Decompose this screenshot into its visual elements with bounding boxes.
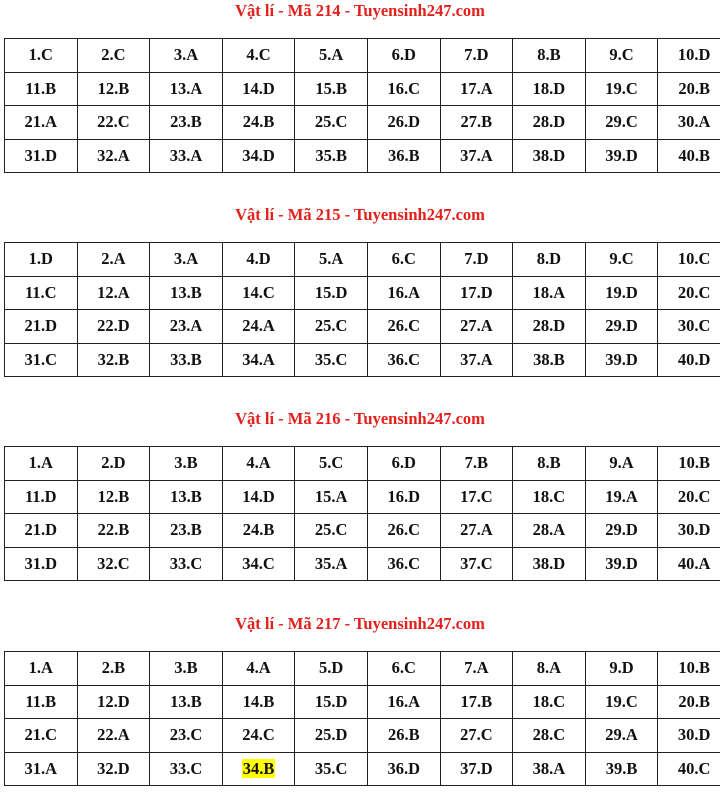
- answer-cell: 25.C: [295, 310, 368, 344]
- answer-cell: 11.B: [5, 72, 78, 106]
- answer-cell: 17.B: [440, 685, 513, 719]
- answer-cell: 12.D: [77, 685, 150, 719]
- answer-cell: 36.C: [367, 547, 440, 581]
- answer-cell: 29.D: [585, 310, 658, 344]
- answer-cell: 18.C: [513, 480, 586, 514]
- answer-cell: 14.D: [222, 72, 295, 106]
- answer-cell: 36.B: [367, 139, 440, 173]
- answer-cell: 25.C: [295, 106, 368, 140]
- answer-cell: 3.B: [150, 652, 223, 686]
- answer-cell: 15.B: [295, 72, 368, 106]
- table-row: [5, 514, 720, 548]
- answer-cell: 17.C: [440, 480, 513, 514]
- answer-cell: 6.C: [367, 243, 440, 277]
- answer-cell: 31.C: [5, 343, 78, 377]
- answer-cell: 23.A: [150, 310, 223, 344]
- answer-cell: 35.A: [295, 547, 368, 581]
- answer-cell: 19.C: [585, 72, 658, 106]
- answer-cell: 36.C: [367, 343, 440, 377]
- answer-cell: 27.A: [440, 310, 513, 344]
- answer-cell: 9.D: [585, 652, 658, 686]
- answer-cell: 30.D: [658, 719, 720, 753]
- answer-cell: 16.A: [367, 685, 440, 719]
- answer-table: [4, 651, 720, 786]
- table-row: [5, 72, 720, 106]
- answer-cell: 22.A: [77, 719, 150, 753]
- table-row: [5, 310, 720, 344]
- answer-cell: 18.C: [513, 685, 586, 719]
- answer-cell: 37.D: [440, 752, 513, 786]
- answer-cell: 21.A: [5, 106, 78, 140]
- answer-cell: 10.B: [658, 447, 720, 481]
- answer-cell: 40.A: [658, 547, 720, 581]
- answer-cell: 33.C: [150, 752, 223, 786]
- answer-cell: 18.D: [513, 72, 586, 106]
- answer-cell: 17.D: [440, 276, 513, 310]
- answer-cell: 12.A: [77, 276, 150, 310]
- answer-cell: 21.D: [5, 514, 78, 548]
- answer-cell: 19.C: [585, 685, 658, 719]
- answer-cell: 29.D: [585, 514, 658, 548]
- answer-cell: 32.B: [77, 343, 150, 377]
- table-row: [5, 480, 720, 514]
- answer-cell: 5.A: [295, 39, 368, 73]
- answer-cell: 37.A: [440, 139, 513, 173]
- answer-cell: 16.C: [367, 72, 440, 106]
- answer-cell: 6.D: [367, 39, 440, 73]
- answer-cell: 28.D: [513, 106, 586, 140]
- answer-section-3: [0, 408, 720, 573]
- answer-cell: 32.D: [77, 752, 150, 786]
- table-row: [5, 106, 720, 140]
- answer-cell: 1.A: [5, 447, 78, 481]
- answer-cell: 31.A: [5, 752, 78, 786]
- answer-cell: 22.B: [77, 514, 150, 548]
- answer-cell: 34.D: [222, 139, 295, 173]
- answer-cell: 24.C: [222, 719, 295, 753]
- answer-cell: 39.D: [585, 343, 658, 377]
- answer-cell: 40.D: [658, 343, 720, 377]
- table-row: [5, 685, 720, 719]
- answer-cell: 21.C: [5, 719, 78, 753]
- answer-cell: 6.D: [367, 447, 440, 481]
- answer-section-1: [0, 0, 720, 165]
- table-row: [5, 39, 720, 73]
- answer-cell: 30.A: [658, 106, 720, 140]
- answer-cell: 36.D: [367, 752, 440, 786]
- section-title: Vật lí - Mã 216 - Tuyensinh247.com: [235, 409, 485, 428]
- answer-cell: 26.D: [367, 106, 440, 140]
- answer-cell: 30.D: [658, 514, 720, 548]
- answer-cell: 28.C: [513, 719, 586, 753]
- answer-cell: 24.B: [222, 106, 295, 140]
- answer-cell: 23.B: [150, 514, 223, 548]
- answer-cell: 25.D: [295, 719, 368, 753]
- answer-cell: 28.D: [513, 310, 586, 344]
- answer-cell: 7.A: [440, 652, 513, 686]
- answer-cell: 24.A: [222, 310, 295, 344]
- answer-cell: 35.B: [295, 139, 368, 173]
- answer-cell: 38.A: [513, 752, 586, 786]
- answer-cell: 26.C: [367, 514, 440, 548]
- table-row: [5, 139, 720, 173]
- answer-cell: 11.B: [5, 685, 78, 719]
- answer-cell: 16.D: [367, 480, 440, 514]
- answer-cell: 8.A: [513, 652, 586, 686]
- answer-cell: 14.D: [222, 480, 295, 514]
- answer-cell: 9.C: [585, 243, 658, 277]
- answer-cell: 37.C: [440, 547, 513, 581]
- answer-cell: 31.D: [5, 139, 78, 173]
- answer-cell: 14.B: [222, 685, 295, 719]
- answer-cell: 4.A: [222, 447, 295, 481]
- answer-cell: 37.A: [440, 343, 513, 377]
- answer-cell: 7.D: [440, 243, 513, 277]
- answer-cell: 16.A: [367, 276, 440, 310]
- answer-cell: 6.C: [367, 652, 440, 686]
- answer-cell: 4.C: [222, 39, 295, 73]
- answer-cell: 20.C: [658, 480, 720, 514]
- answer-cell: 27.A: [440, 514, 513, 548]
- answer-cell: 5.A: [295, 243, 368, 277]
- answer-cell: 7.B: [440, 447, 513, 481]
- answer-cell: 2.C: [77, 39, 150, 73]
- answer-cell: 39.D: [585, 139, 658, 173]
- answer-cell: 30.C: [658, 310, 720, 344]
- answer-cell: 10.D: [658, 39, 720, 73]
- answer-cell: 5.C: [295, 447, 368, 481]
- answer-cell: 22.C: [77, 106, 150, 140]
- answer-table: [4, 446, 720, 581]
- answer-cell: 12.B: [77, 72, 150, 106]
- answer-cell: 17.A: [440, 72, 513, 106]
- answer-cell: 24.B: [222, 514, 295, 548]
- answer-cell: 13.B: [150, 480, 223, 514]
- section-title: Vật lí - Mã 217 - Tuyensinh247.com: [235, 614, 485, 633]
- answer-table: [4, 38, 720, 173]
- answer-cell: 13.B: [150, 276, 223, 310]
- answer-cell: 8.D: [513, 243, 586, 277]
- answer-cell: 22.D: [77, 310, 150, 344]
- answer-cell: 35.C: [295, 752, 368, 786]
- table-row: [5, 447, 720, 481]
- answer-cell: 34.C: [222, 547, 295, 581]
- answer-cell: 40.C: [658, 752, 720, 786]
- answer-cell: 33.B: [150, 343, 223, 377]
- answer-cell: 27.B: [440, 106, 513, 140]
- answer-section-4: [0, 613, 720, 778]
- answer-cell: 29.A: [585, 719, 658, 753]
- answer-cell: 18.A: [513, 276, 586, 310]
- answer-cell: 8.B: [513, 447, 586, 481]
- answer-cell: 40.B: [658, 139, 720, 173]
- table-row: [5, 719, 720, 753]
- table-row: [5, 652, 720, 686]
- answer-cell: 25.C: [295, 514, 368, 548]
- answer-cell: 28.A: [513, 514, 586, 548]
- answer-cell: 9.C: [585, 39, 658, 73]
- table-row: [5, 243, 720, 277]
- answer-cell: 20.C: [658, 276, 720, 310]
- answer-cell: 2.B: [77, 652, 150, 686]
- table-row: [5, 276, 720, 310]
- answer-cell: 1.D: [5, 243, 78, 277]
- answer-cell: 10.C: [658, 243, 720, 277]
- answer-cell: 38.B: [513, 343, 586, 377]
- answer-cell: 23.C: [150, 719, 223, 753]
- answer-cell: 11.D: [5, 480, 78, 514]
- answer-cell: 26.B: [367, 719, 440, 753]
- section-title: Vật lí - Mã 214 - Tuyensinh247.com: [235, 1, 485, 20]
- answer-cell: 13.B: [150, 685, 223, 719]
- answer-cell: 3.A: [150, 39, 223, 73]
- answer-cell: 14.C: [222, 276, 295, 310]
- answer-cell: 26.C: [367, 310, 440, 344]
- answer-cell: 15.D: [295, 276, 368, 310]
- answer-cell: 15.D: [295, 685, 368, 719]
- answer-cell: 9.A: [585, 447, 658, 481]
- answer-cell: 38.D: [513, 139, 586, 173]
- answer-cell: 1.C: [5, 39, 78, 73]
- answer-cell: 20.B: [658, 685, 720, 719]
- answer-cell: 2.A: [77, 243, 150, 277]
- highlighted-answer: 34.B: [242, 758, 275, 778]
- answer-cell: 3.B: [150, 447, 223, 481]
- answer-cell: [222, 752, 295, 786]
- answer-table: [4, 242, 720, 377]
- answer-cell: 3.A: [150, 243, 223, 277]
- answer-cell: 12.B: [77, 480, 150, 514]
- table-row: [5, 343, 720, 377]
- answer-cell: 19.A: [585, 480, 658, 514]
- answer-cell: 33.C: [150, 547, 223, 581]
- answer-cell: 32.A: [77, 139, 150, 173]
- answer-cell: 11.C: [5, 276, 78, 310]
- answer-cell: 39.D: [585, 547, 658, 581]
- answer-cell: 1.A: [5, 652, 78, 686]
- answer-cell: 4.A: [222, 652, 295, 686]
- answer-cell: 15.A: [295, 480, 368, 514]
- answer-cell: 33.A: [150, 139, 223, 173]
- answer-cell: 20.B: [658, 72, 720, 106]
- answer-cell: 34.A: [222, 343, 295, 377]
- table-row: [5, 547, 720, 581]
- answer-cell: 8.B: [513, 39, 586, 73]
- answer-cell: 39.B: [585, 752, 658, 786]
- answer-cell: 21.D: [5, 310, 78, 344]
- answer-cell: 10.B: [658, 652, 720, 686]
- answer-cell: 38.D: [513, 547, 586, 581]
- answer-cell: 7.D: [440, 39, 513, 73]
- answer-section-2: [0, 204, 720, 369]
- answer-cell: 35.C: [295, 343, 368, 377]
- answer-cell: 32.C: [77, 547, 150, 581]
- answer-cell: 13.A: [150, 72, 223, 106]
- section-title: Vật lí - Mã 215 - Tuyensinh247.com: [235, 205, 485, 224]
- answer-cell: 31.D: [5, 547, 78, 581]
- answer-cell: 23.B: [150, 106, 223, 140]
- answer-cell: 4.D: [222, 243, 295, 277]
- answer-cell: 19.D: [585, 276, 658, 310]
- table-row: [5, 752, 720, 786]
- answer-cell: 29.C: [585, 106, 658, 140]
- answer-cell: 27.C: [440, 719, 513, 753]
- answer-cell: 5.D: [295, 652, 368, 686]
- answer-cell: 2.D: [77, 447, 150, 481]
